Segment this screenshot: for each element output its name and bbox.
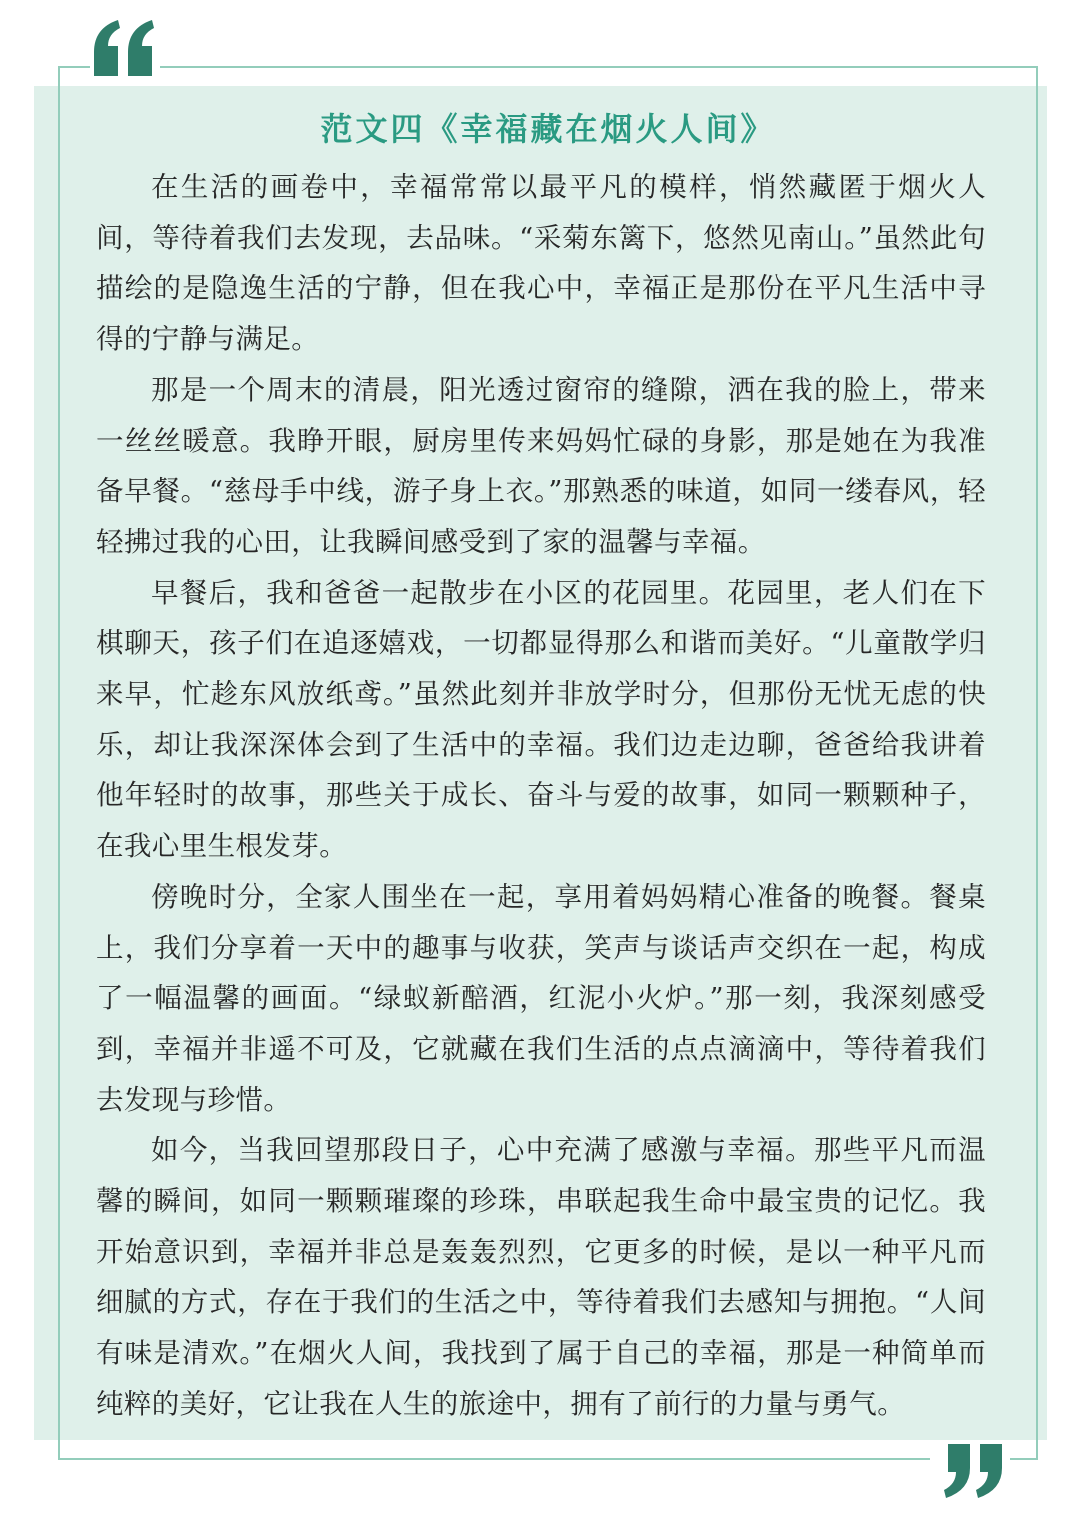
paragraph: 傍晚时分，全家人围坐在一起，享用着妈妈精心准备的晚餐。餐桌上，我们分享着一天中的趣事与收获，笑声与谈话声交织在一起，构成了一幅温馨的画面。“绿蚁新醅酒，红泥小火炉。”那一刻，我深刻感受到，幸福并非遥不可及，它就藏在我们生活的点点滴滴中，等待着我们去发现与珍惜。: [96, 880, 986, 1116]
article-body: [96, 162, 986, 1430]
paragraph: 早餐后，我和爸爸一起散步在小区的花园里。花园里，老人们在下棋聊天，孩子们在追逐嬉戏，一切都显得那么和谐而美好。“儿童散学归来早，忙趁东风放纸鸢。”虽然此刻并非放学时分，但那份无忧无虑的快乐，却让我深深体会到了生活中的幸福。我们边走边聊，爸爸给我讲着他年轻时的故事，那些关于成长、奋斗与爱的故事，如同一颗颗种子，在我心里生根发芽。: [96, 576, 986, 863]
paragraph: 那是一个周末的清晨，阳光透过窗帘的缝隙，洒在我的脸上，带来一丝丝暖意。我睁开眼，厨房里传来妈妈忙碌的身影，那是她在为我准备早餐。“慈母手中线，游子身上衣。”那熟悉的味道，如同一缕春风，轻轻拂过我的心田，让我瞬间感受到了家的温馨与幸福。: [96, 373, 986, 558]
close-quote-icon: [930, 1440, 1010, 1506]
paragraph: 如今，当我回望那段日子，心中充满了感激与幸福。那些平凡而温馨的瞬间，如同一颗颗璀璨的珍珠，串联起我生命中最宝贵的记忆。我开始意识到，幸福并非总是轰轰烈烈，它更多的时候，是以一种平凡而细腻的方式，存在于我们的生活之中，等待着我们去感知与拥抱。“人间有味是清欢。”在烟火人间，我找到了属于自己的幸福，那是一种简单而纯粹的美好，它让我在人生的旅途中，拥有了前行的力量与勇气。: [96, 1134, 986, 1420]
article-title: 范文四《幸福藏在烟火人间》: [320, 110, 776, 148]
paragraph: 在生活的画卷中，幸福常常以最平凡的模样，悄然藏匿于烟火人间，等待着我们去发现，去品味。“采菊东篱下，悠然见南山。”虽然此句描绘的是隐逸生活的宁静，但在我心中，幸福正是那份在平凡生活中寻得的宁静与满足。: [96, 171, 986, 356]
open-quote-icon: [90, 6, 160, 78]
